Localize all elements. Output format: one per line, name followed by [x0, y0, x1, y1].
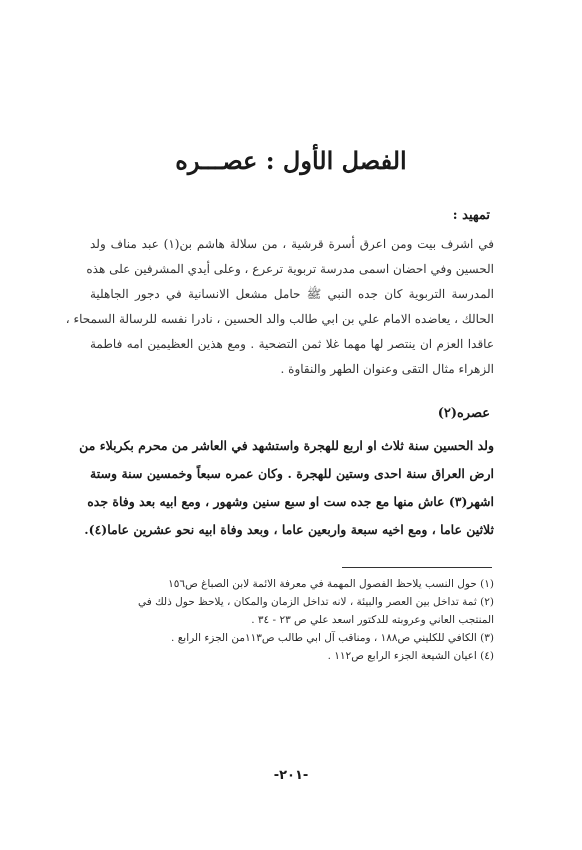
footnote: (٤) اعيان الشيعة الجزء الرابع ص١١٢ . — [327, 650, 494, 662]
intro-line: الزهراء مثال التقى وعنوان الطهر والنقاوة . — [280, 362, 494, 376]
footnote: (٢) ثمة تداخل بين العصر والبيئة ، لانه تداخل الزمان والمكان ، يلاحظ حول ذلك في — [137, 596, 494, 608]
footnotes — [90, 575, 494, 665]
footnote: المنتجب العاني وعروبته للدكتور اسعد علي ص ٢٣ - ٣٤ . — [251, 614, 494, 626]
page-number: -٢٠١- — [273, 768, 309, 783]
era-line: اشهر(٣) عاش منها مع جده ست او سبع سنين وشهور ، ومع ابيه بعد وفاة جده — [87, 494, 494, 509]
intro-heading: تمهيد : — [452, 208, 490, 223]
era-line: ارض العراق سنة احدى وستين للهجرة . وكان عمره سبعاً وخمسين سنة وستة — [90, 466, 494, 481]
footnote-divider — [342, 567, 492, 568]
chapter-title: الفصل الأول : عصـــره — [175, 146, 407, 175]
era-line: ثلاثين عاما ، ومع اخيه سبعة واربعين عاما ، وبعد وفاة ابيه نحو عشرين عاما(٤). — [84, 522, 494, 537]
era-heading: عصره(٢) — [437, 406, 490, 421]
intro-line: الحسين وفي احضان اسمى مدرسة تربوية ترعرع ، وعلى أيدي المشرفين على هذه — [86, 262, 494, 276]
era-paragraph — [79, 432, 494, 544]
era-line: ولد الحسين سنة ثلاث او اربع للهجرة واستشهد في العاشر من محرم بكربلاء من — [79, 438, 494, 453]
intro-line: المدرسة التربوية كان جده النبي ﷺ حامل مشعل الانسانية في دجور الجاهلية — [90, 287, 494, 301]
intro-line: في اشرف بيت ومن اعرق أسرة قرشية ، من سلالة هاشم بن(١) عبد مناف ولد — [90, 237, 495, 251]
intro-line: الحالك ، يعاضده الامام علي بن ابي طالب والد الحسين ، نادرا نفسه للرسالة السمحاء ، — [65, 312, 494, 326]
footnote: (٣) الكافي للكليني ص١٨٨ ، ومناقب آل ابي طالب ص١١٣من الجزء الرابع . — [171, 632, 494, 644]
intro-paragraph — [65, 232, 495, 382]
intro-line: عاقدا العزم ان ينتصر لها مهما غلا ثمن التضحية . ومع هذين العظيمين امه فاطمة — [90, 337, 494, 351]
footnote: (١) حول النسب يلاحظ الفصول المهمة في معرفة الائمة لابن الصباغ ص١٥٦ — [168, 578, 494, 590]
